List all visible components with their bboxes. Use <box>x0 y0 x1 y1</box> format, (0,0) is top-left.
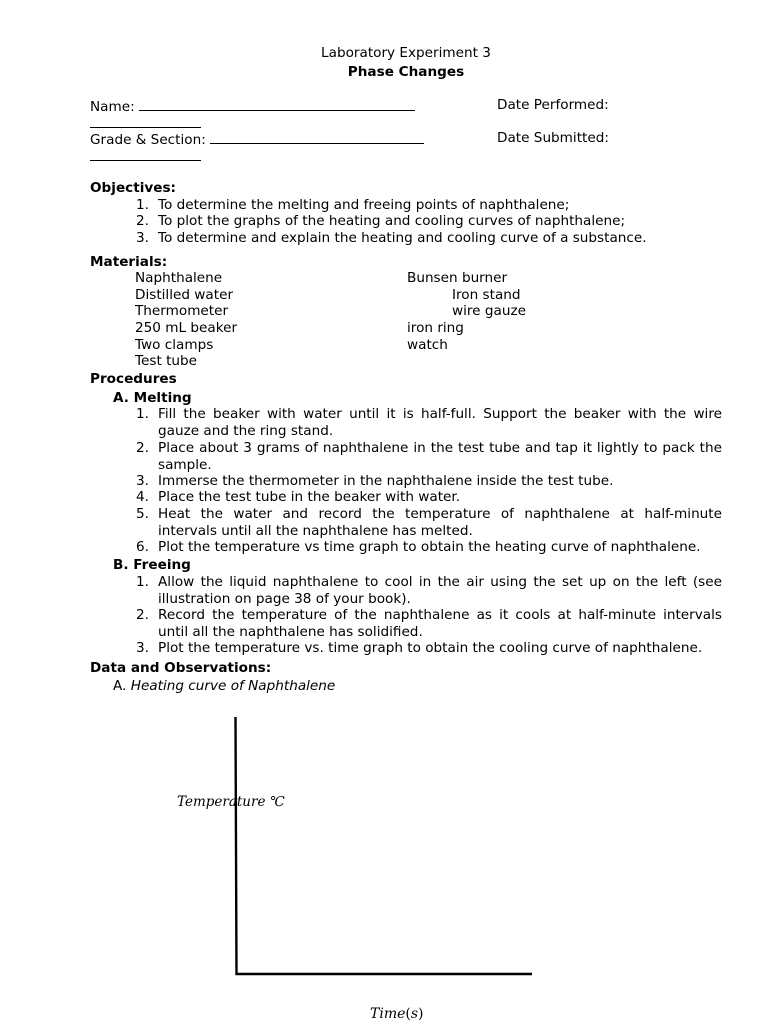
material-item: watch <box>407 337 448 353</box>
date-performed-label: Date Performed: <box>497 97 609 113</box>
material-item: Thermometer <box>135 303 229 319</box>
procedures-heading: Procedures <box>90 371 177 387</box>
grade-section-label: Grade & Section: <box>90 132 206 148</box>
material-item: Test tube <box>135 353 198 369</box>
objective-item: To determine the melting and freeing points of naphthalene; <box>158 197 570 213</box>
document-title: Laboratory Experiment 3 <box>321 45 491 61</box>
material-item: Iron stand <box>452 287 521 303</box>
procedure-step: Heat the water and record the temperature of naphthalene at half-minute intervals until all the naphthalene has melted. <box>158 506 722 539</box>
list-number: 3. <box>136 640 149 656</box>
list-number: 4. <box>136 489 149 505</box>
material-item: wire gauze <box>452 303 526 319</box>
procedure-step: Allow the liquid naphthalene to cool in the air using the set up on the left (see illustration on page 38 of your book). <box>158 574 722 607</box>
material-item: Two clamps <box>135 337 214 353</box>
material-item: Bunsen burner <box>407 270 508 286</box>
objective-item: To plot the graphs of the heating and cooling curves of naphthalene; <box>158 213 626 229</box>
x-axis-label: Time(s) <box>370 1006 424 1022</box>
heating-curve-subheading: A. Heating curve of Naphthalene <box>113 678 336 694</box>
y-axis-line <box>236 717 237 975</box>
data-observations-heading: Data and Observations: <box>90 660 272 676</box>
procedure-step: Plot the temperature vs. time graph to obtain the cooling curve of naphthalene. <box>158 640 703 656</box>
material-item: Naphthalene <box>135 270 223 286</box>
list-number: 1. <box>136 574 149 590</box>
procedure-step: Record the temperature of the naphthalene as it cools at half-minute intervals until all the naphthalene has solidified. <box>158 607 722 640</box>
procedure-step: Fill the beaker with water until it is half-full. Support the beaker with the wire gauze and the ring stand. <box>158 406 722 439</box>
objective-item: To determine and explain the heating and cooling curve of a substance. <box>158 230 647 246</box>
name-label: Name: <box>90 99 135 115</box>
material-item: Distilled water <box>135 287 234 303</box>
list-number: 3. <box>136 230 149 246</box>
list-number: 1. <box>136 406 149 422</box>
list-number: 2. <box>136 607 149 623</box>
material-item: 250 mL beaker <box>135 320 238 336</box>
list-number: 2. <box>136 440 149 456</box>
objectives-heading: Objectives: <box>90 180 176 196</box>
melting-subheading: A. Melting <box>113 390 192 406</box>
list-number: 3. <box>136 473 149 489</box>
list-number: 2. <box>136 213 149 229</box>
list-number: 6. <box>136 539 149 555</box>
list-number: 1. <box>136 197 149 213</box>
document-subtitle: Phase Changes <box>347 64 465 80</box>
material-item: iron ring <box>407 320 464 336</box>
date-submitted-label: Date Submitted: <box>497 130 609 146</box>
procedure-step: Immerse the thermometer in the naphthalene inside the test tube. <box>158 473 614 489</box>
y-axis-label: Temperature ℃ <box>177 794 285 810</box>
materials-heading: Materials: <box>90 254 168 270</box>
procedure-step: Place about 3 grams of naphthalene in the test tube and tap it lightly to pack the sample. <box>158 440 722 473</box>
freezing-subheading: B. Freeing <box>113 557 191 573</box>
procedure-step: Plot the temperature vs time graph to obtain the heating curve of naphthalene. <box>158 539 701 555</box>
list-number: 5. <box>136 506 149 522</box>
procedure-step: Place the test tube in the beaker with water. <box>158 489 461 505</box>
